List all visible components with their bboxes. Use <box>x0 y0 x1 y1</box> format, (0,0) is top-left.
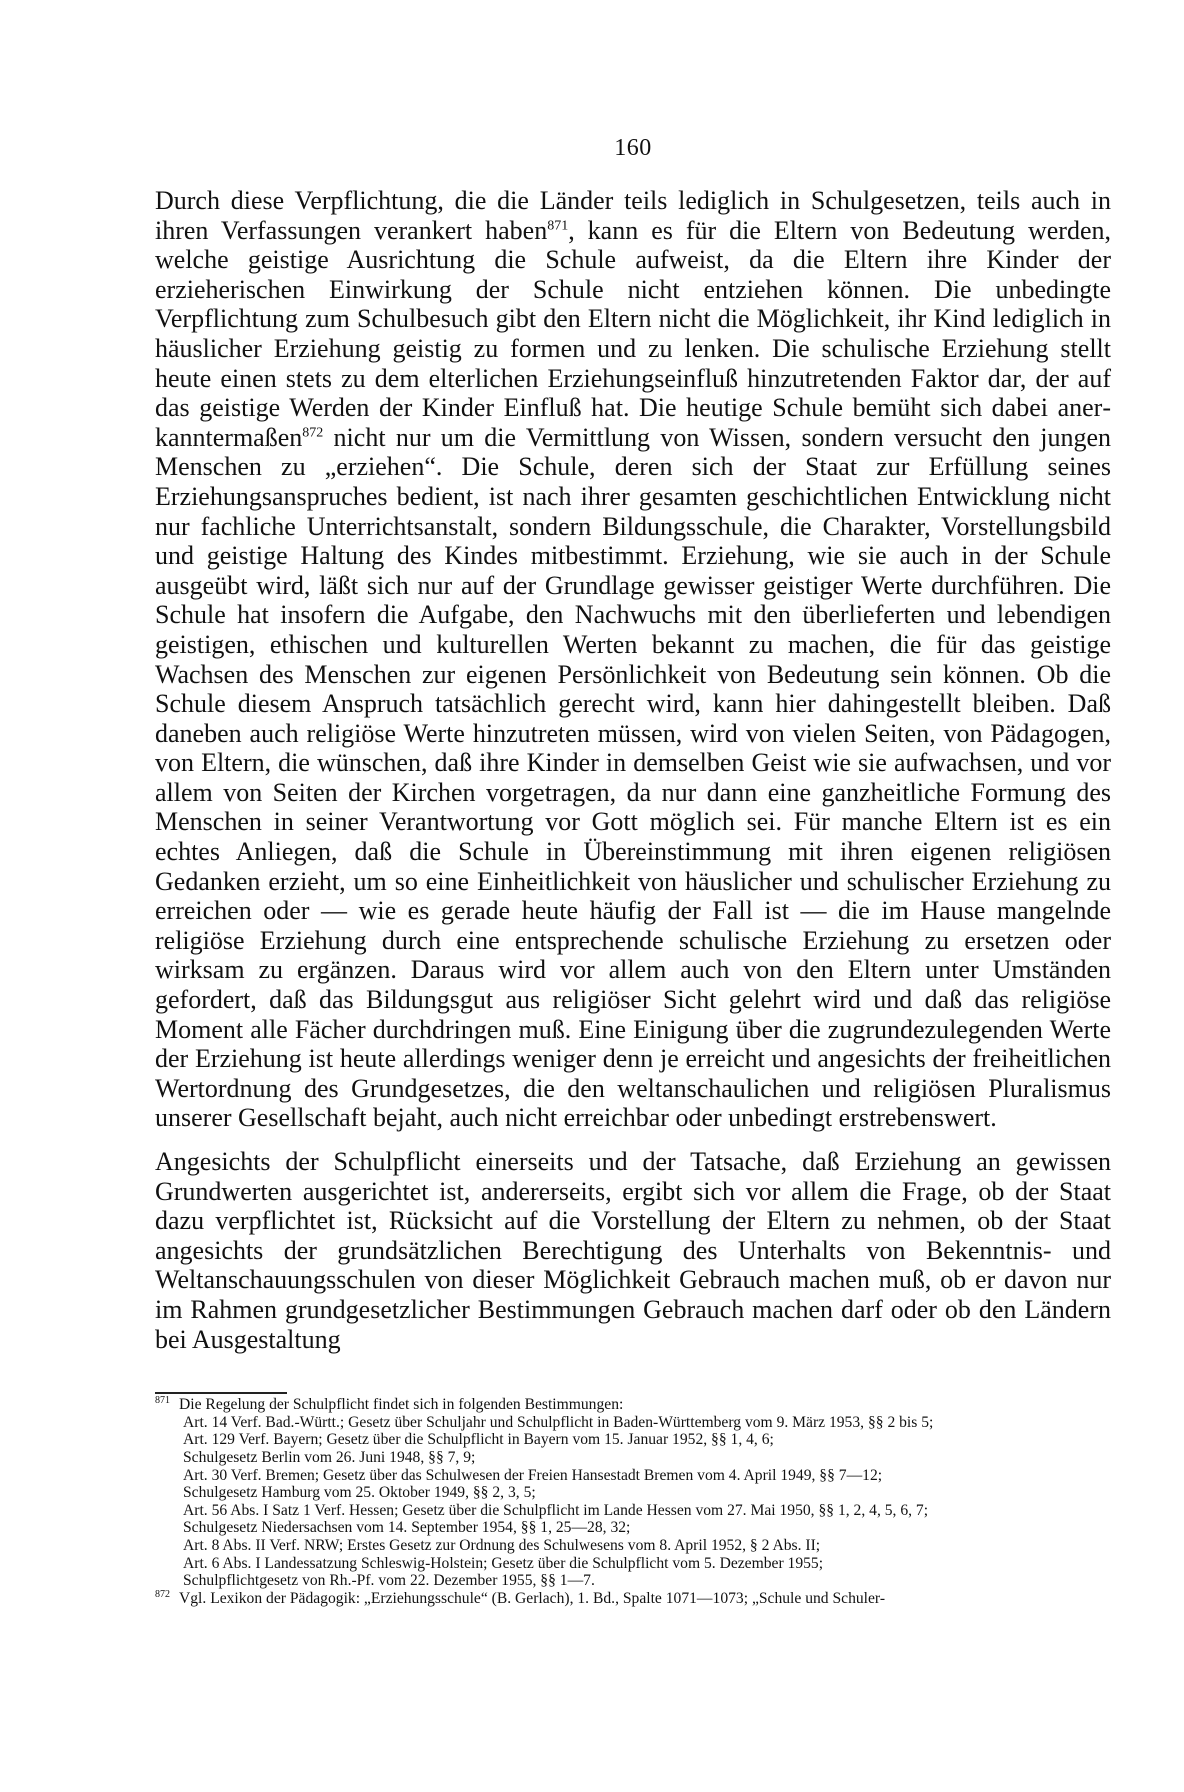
footnote-text: Schulgesetz Berlin vom 26. Juni 1948, §§ 7, 9; <box>183 1448 476 1466</box>
paragraph <box>155 186 1111 1133</box>
footnote <box>155 1590 1111 1608</box>
footnote-line <box>155 1502 1111 1520</box>
footnote-line: 872 Vgl. Lexikon der Pädagogik: „Erziehungsschule“ (B. Gerlach), 1. Bd., Spalte 1071—1073; „Schule und Schuler- <box>155 1588 886 1607</box>
page-number: 160 <box>614 135 652 161</box>
footnotes <box>155 1396 1111 1607</box>
footnote-text: Art. 14 Verf. Bad.-Württ.; Gesetz über Schuljahr und Schulpflicht in Baden-Württemberg vom 9. März 1953, §§ 2 bis 5; <box>183 1413 934 1431</box>
footnote-text: Art. 56 Abs. I Satz 1 Verf. Hessen; Gesetz über die Schulpflicht im Lande Hessen vom 27. Mai 1950, §§ 1, 2, 4, 5, 6, 7; <box>183 1501 929 1519</box>
footnote-line <box>155 1484 1111 1502</box>
footnote-line <box>155 1572 1111 1590</box>
footnote-text: Art. 6 Abs. I Landessatzung Schleswig-Holstein; Gesetz über die Schulpflicht vom 5. Dezember 1955; <box>183 1554 824 1572</box>
footnote-text: Art. 30 Verf. Bremen; Gesetz über das Schulwesen der Freien Hansestadt Bremen vom 4. April 1949, §§ 7—12; <box>183 1466 883 1484</box>
paragraph-text: , kann es für die Eltern von Bedeutung werden, welche geistige Ausrichtung die Schule aufweist, da die Eltern ihre Kinder der erzieherischen Einwirkung der Schule nicht entziehen können. Die unbedingte Verpflichtung zum Schulbesuch gibt den Eltern nicht die Möglichkeit, ihr Kind lediglich in häuslicher Erziehung geistig zu formen und zu lenken. Die schulische Erziehung stellt heute einen stets zu dem elterlichen Erziehungseinfluß hinzutretenden Faktor dar, der auf das geistige Werden der Kinder Einfluß hat. Die heutige Schule bemüht sich dabei anerkanntermaßen <box>155 215 1111 452</box>
footnote-text: Die Regelung der Schulpflicht findet sich in folgenden Bestimmungen: <box>179 1396 624 1414</box>
footnote-line <box>155 1414 1111 1432</box>
footnote-text: Art. 129 Verf. Bayern; Gesetz über die Schulpflicht in Bayern vom 15. Januar 1952, §§ 1, 4, 6; <box>183 1431 774 1449</box>
footnote-text: Schulgesetz Hamburg vom 25. Oktober 1949, §§ 2, 3, 5; <box>183 1484 536 1502</box>
footnote-line <box>155 1555 1111 1573</box>
footnote-text: Art. 8 Abs. II Verf. NRW; Erstes Gesetz zur Ordnung des Schulwesens vom 8. April 1952, § 2 Abs. II; <box>183 1536 821 1554</box>
paragraph <box>155 1147 1111 1354</box>
footnote-text: Schulpflichtgesetz von Rh.-Pf. vom 22. Dezember 1955, §§ 1—7. <box>183 1572 595 1590</box>
footnote-reference: 871 <box>547 217 569 233</box>
paragraph-text: Angesichts der Schulpflicht einerseits und der Tatsache, daß Erziehung an gewissen Grundwerten ausgerichtet ist, andererseits, ergibt sich vor allem die Frage, ob der Staat dazu verpflichtet ist, Rücksicht auf die Vorstellung der Eltern zu nehmen, ob der Staat angesichts der grundsätzlichen Berechtigung des Unterhalts von Bekenntnis- und Weltanschauungsschulen von dieser Möglichkeit Gebrauch machen muß, ob er davon nur im Rahmen grundgesetzlicher Bestimmungen Gebrauch machen darf oder ob den Ländern bei Ausgestaltung <box>155 1147 1111 1354</box>
footnote-line <box>155 1449 1111 1467</box>
footnote <box>155 1396 1111 1590</box>
footnote-line <box>155 1519 1111 1537</box>
footnote-divider <box>155 1392 287 1394</box>
footnote-line <box>155 1431 1111 1449</box>
footnote-line: 871 Die Regelung der Schulpflicht findet sich in folgenden Bestimmungen: <box>155 1394 624 1414</box>
footnote-line <box>155 1537 1111 1555</box>
body-text <box>155 186 1111 1354</box>
paragraph-text: nicht nur um die Vermittlung von Wissen, sondern versucht den jungen Menschen zu „erziehen“. Die Schule, deren sich der Staat zur Erfüllung seines Erziehungsanspruches bedient, ist nach ihrer gesamten geschichtlichen Entwicklung nicht nur fachliche Unterrichtsanstalt, sondern Bildungsschule, die Charakter, Vorstellungsbild und geistige Haltung des Kindes mitbestimmt. Erziehung, wie sie auch in der Schule ausgeübt wird, läßt sich nur auf der Grundlage gewisser geistiger Werte durchführen. Die Schule hat insofern die Aufgabe, den Nachwuchs mit den überlieferten und lebendigen geistigen, ethischen und kulturellen Werten bekannt zu machen, die für das geistige Wachsen des Menschen zur eigenen Persönlichkeit von Bedeutung sein können. Ob die Schule diesem Anspruch tatsächlich gerecht wird, kann hier dahingestellt bleiben. Daß daneben auch religiöse Werte hinzutreten müssen, wird von vielen Seiten, von Pädagogen, von Eltern, die wünschen, daß ihre Kinder in demselben Geist wie sie aufwachsen, und vor allem von Seiten der Kirchen vorgetragen, da nur dann eine ganzheitliche Formung des Menschen in seiner Verantwortung vor Gott möglich sei. Für manche Eltern ist es ein echtes Anliegen, daß die Schule in Übereinstimmung mit ihren eigenen religiösen Gedanken erzieht, um so eine Einheitlichkeit von häuslicher und schulischer Erziehung zu erreichen oder — wie es gerade heute häufig der Fall ist — die im Hause mangelnde religiöse Erziehung durch eine entsprechende schulische Erziehung zu ersetzen oder wirksam zu ergänzen. Daraus wird vor allem auch von den Eltern unter Umständen gefordert, daß das Bildungsgut aus religiöser Sicht gelehrt wird und daß das religiöse Moment alle Fächer durchdringen muß. Eine Einigung über die zugrundezulegenden Werte der Erziehung ist heute allerdings weniger denn je erreicht und angesichts der freiheitlichen Wertordnung des Grundgesetzes, die den weltanschaulichen und religiösen Pluralismus unserer Gesellschaft bejaht, auch nicht erreichbar oder unbedingt erstrebenswert. <box>155 422 1111 1133</box>
paragraph-text: Durch diese Verpflichtung, die die Länder teils lediglich in Schulgesetzen, teils auch in ihren Verfassungen verankert haben <box>155 186 1111 245</box>
page <box>155 128 1111 1607</box>
footnote-reference: 872 <box>302 425 324 441</box>
footnote-text: Vgl. Lexikon der Pädagogik: „Erziehungsschule“ (B. Gerlach), 1. Bd., Spalte 1071—1073; „Schule und Schuler- <box>179 1589 886 1607</box>
footnote-line <box>155 1467 1111 1485</box>
footnote-text: Schulgesetz Niedersachsen vom 14. September 1954, §§ 1, 25—28, 32; <box>183 1519 631 1537</box>
